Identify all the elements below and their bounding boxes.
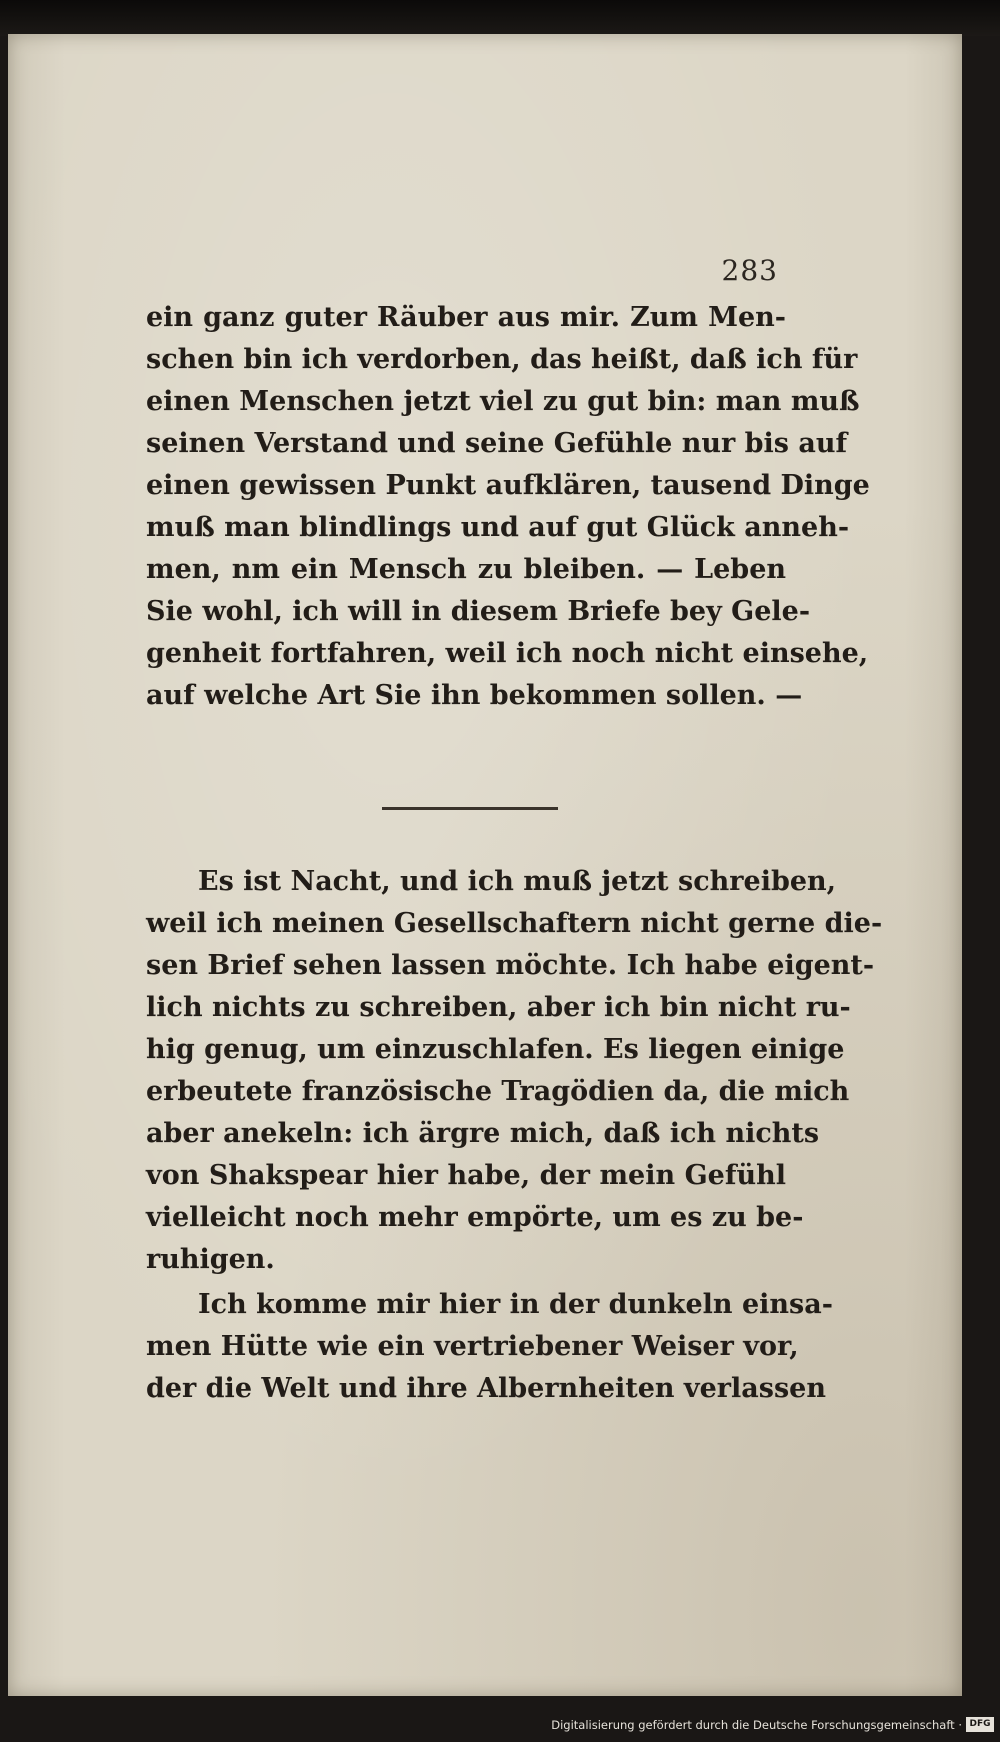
text-line: der die Welt und ihre Albernheiten verlassen [146, 1373, 826, 1404]
text-line: erbeutete französische Tragödien da, die mich [146, 1076, 850, 1107]
text-line: ein ganz guter Räuber aus mir. Zum Men- [146, 302, 786, 333]
text-line: Sie wohl, ich will in diesem Briefe bey Gele- [146, 596, 811, 627]
text-line: ruhigen. [146, 1244, 275, 1275]
funding-credit: Digitalisierung gefördert durch die Deutsche Forschungsgemeinschaft · [551, 1718, 962, 1732]
text-line: auf welche Art Sie ihn bekommen sollen. — [146, 680, 803, 711]
text-line: einen Menschen jetzt viel zu gut bin: man muß [146, 386, 860, 417]
text-line: Ich komme mir hier in der dunkeln einsa- [198, 1289, 833, 1320]
text-line: vielleicht noch mehr empörte, um es zu be- [146, 1202, 804, 1233]
text-line: sen Brief sehen lassen möchte. Ich habe eigent- [146, 950, 875, 981]
text-line: einen gewissen Punkt aufklären, tausend Dinge [146, 470, 870, 501]
text-line: Es ist Nacht, und ich muß jetzt schreiben, [198, 866, 837, 897]
text-line: genheit fortfahren, weil ich noch nicht einsehe, [146, 638, 869, 669]
dfg-logo: DFG [966, 1717, 994, 1732]
text-line: seinen Verstand und seine Gefühle nur bis auf [146, 428, 848, 459]
text-line: muß man blindlings und auf gut Glück anneh- [146, 512, 850, 543]
digitization-footer [0, 1712, 1000, 1742]
text-line: von Shakspear hier habe, der mein Gefühl [146, 1160, 786, 1191]
book-page [8, 34, 962, 1696]
text-line: hig genug, um einzuschlafen. Es liegen einige [146, 1034, 845, 1065]
page-number: 283 [721, 254, 778, 287]
text-line: schen bin ich verdorben, das heißt, daß ich für [146, 344, 858, 375]
section-divider [382, 807, 558, 810]
text-line: men Hütte wie ein vertriebener Weiser vor, [146, 1331, 799, 1362]
text-line: men, nm ein Mensch zu bleiben. — Leben [146, 554, 786, 585]
text-line: aber anekeln: ich ärgre mich, daß ich nichts [146, 1118, 820, 1149]
scan-top-edge [0, 0, 1000, 36]
text-line: lich nichts zu schreiben, aber ich bin nicht ru- [146, 992, 851, 1023]
text-line: weil ich meinen Gesellschaftern nicht gerne die- [146, 908, 883, 939]
